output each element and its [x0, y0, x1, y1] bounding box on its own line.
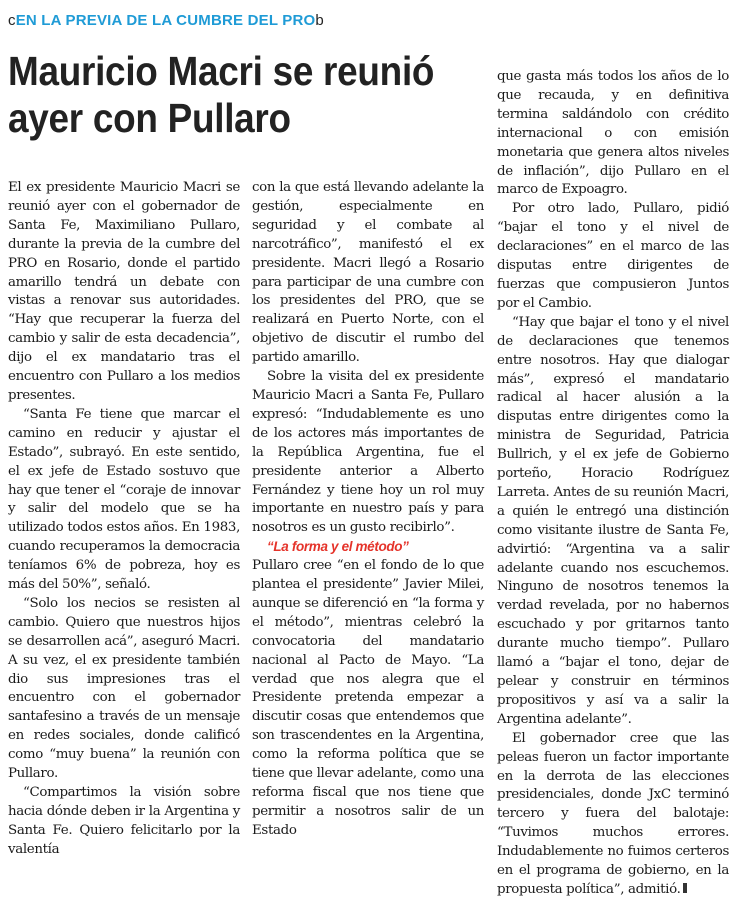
article-headline: Mauricio Macri se reunió ayer con Pullaro [8, 48, 435, 141]
paragraph: “Compartimos la visión sobre hacia dónde deben ir la Argentina y Santa Fe. Quiero felicitarlo por la valentía [8, 785, 240, 857]
paragraph: con la que está llevando adelante la gestión, especialmente en seguridad y el combate al narcotráfico”, manifestó el ex presidente. Macri llegó a Rosario para participar de una cumbre con los presidentes del PRO, que se realizará en Puerto Norte, con el objetivo de discutir el rumbo del partido amarillo. [252, 180, 484, 366]
section-kicker [8, 12, 324, 29]
paragraph: “Solo los necios se resisten al cambio. Quiero que nuestros hijos se desarrollen acá”, aseguró Macri. A su vez, el ex presidente también dio sus impresiones tras el encuentro con el gobernador santafesino a través de un mensaje en redes sociales, donde calificó como “muy buena” la reunión con Pullaro. [8, 595, 240, 782]
paragraph: “Santa Fe tiene que marcar el camino en reducir y ajustar el Estado”, subrayó. En este sentido, el ex jefe de Estado sostuvo que hay que tener el “coraje de innovar y salir del modelo que se ha utilizado todos estos años. En 1983, cuando recuperamos la democracia teníamos 6% de pobreza, hoy es más del 50%”, señaló. [8, 406, 240, 593]
paragraph: El ex presidente Mauricio Macri se reunió ayer con el gobernador de Santa Fe, Maximiliano Pullaro, durante la previa de la cumbre del PRO en Rosario, donde el partido amarillo tendrá un debate con vistas a renovar sus autoridades. “Hay que recuperar la fuerza del cambio y salir de esta decadencia”, dijo el ex mandatario tras el encuentro con Pullaro a los medios presentes. [8, 180, 240, 403]
article-column-2 [252, 179, 484, 841]
kicker-deco-left: c [8, 12, 16, 29]
paragraph [497, 730, 729, 900]
kicker-text: EN LA PREVIA DE LA CUMBRE DEL PRO [15, 12, 316, 29]
paragraph: Por otro lado, Pullaro, pidió “bajar el tono y el nivel de declaraciones” en el marco de las disputas entre dirigentes de fuerzas que compusieron Juntos por el Cambio. [497, 201, 729, 311]
paragraph: que gasta más todos los años de lo que recauda, y en definitiva termina saldándolo con crédito internacional o con emisión monetaria que genera altos niveles de inflación”, dijo Pullaro en el marco de Expoagro. [497, 69, 729, 198]
end-mark-icon [683, 883, 687, 893]
paragraph: “Hay que bajar el tono y el nivel de declaraciones que tenemos entre nosotros. Hay que dialogar más”, expresó el mandatario radical al hacer alusión a la disputas entre dirigentes como la ministra de Seguridad, Patricia Bullrich, y el ex jefe de Gobierno porteño, Horacio Rodríguez Larreta. Antes de su reunión Macri, a quién le entregó una distinción como visitante ilustre de Santa Fe, advirtió: “Argentina va a salir adelante cuando nos escuchemos. Ninguno de nosotros tenemos la verdad revelada, por no habernos escuchado y por gritarnos tanto durante mucho tiempo”. Pullaro llamó a “bajar el tono, dejar de pelear y construir en términos propositivos y así va a salir la Argentina adelante”. [497, 314, 729, 727]
article-column-1 [8, 179, 240, 860]
article-column-3 [497, 68, 729, 900]
paragraph-text: El gobernador cree que las peleas fueron un factor importante en la derrota de las elecciones presidenciales, donde JxC terminó tercero y fuera del balotaje: “Tuvimos muchos errores. Indudablemente no fuimos certeros en el programa de gobierno, en la propuesta política”, admitió. [497, 730, 729, 897]
paragraph: Sobre la visita del ex presidente Mauricio Macri a Santa Fe, Pullaro expresó: “Indudablemente es uno de los actores más importantes de la República Argentina, fue el presidente anterior a Alberto Fernández y tiene hoy un rol muy importante en nuestro país y para nosotros es un gusto recibirlo”. [252, 369, 484, 536]
subheading: “La forma y el método” [267, 539, 409, 555]
paragraph: Pullaro cree “en el fondo de lo que plantea el presidente” Javier Milei, aunque se diferenció en “la forma y el método”, mientras celebró la convocatoria del mandatario nacional al Pacto de Mayo. “La verdad que nos alegra que el Presidente pretenda empezar a discutir cosas que entendemos que son trascendentes en la Argentina, como la reforma política que se tiene que llevar adelante, como una reforma fiscal que nos tiene que permitir a nosotros salir de un Estado [252, 558, 484, 838]
kicker-deco-right: b [315, 12, 324, 29]
